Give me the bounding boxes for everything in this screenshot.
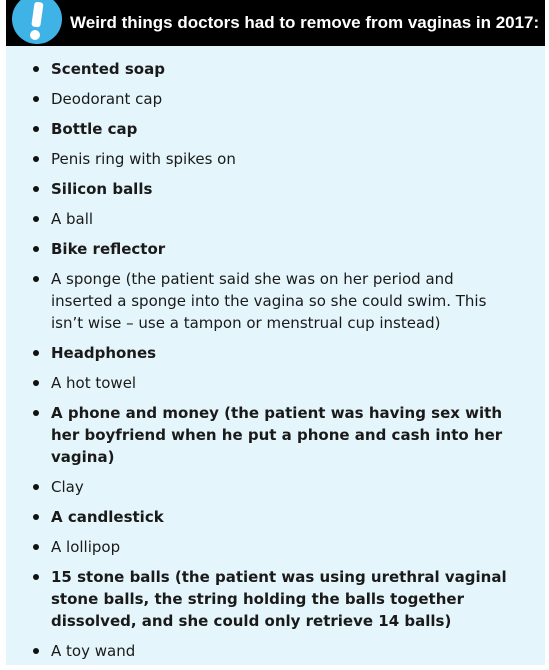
list-item: Penis ring with spikes on (51, 148, 511, 170)
info-box (6, 0, 545, 665)
list-item: A sponge (the patient said she was on her period and inserted a sponge into the vagina so she could swim. This isn’t wise – use a tampon or menstrual cup instead) (51, 268, 511, 334)
list-item: A toy wand (51, 640, 511, 662)
list-item: Deodorant cap (51, 88, 511, 110)
list-item: 15 stone balls (the patient was using urethral vaginal stone balls, the string holding the balls together dissolved, and she could only retrieve 14 balls) (51, 566, 511, 632)
items-list (6, 58, 511, 670)
list-item: A lollipop (51, 536, 511, 558)
list-item: Bottle cap (51, 118, 511, 140)
exclamation-icon (12, 0, 62, 44)
list-item: A candlestick (51, 506, 511, 528)
box-title: Weird things doctors had to remove from vaginas in 2017: (70, 13, 540, 32)
list-item: A ball (51, 208, 511, 230)
list-item: Silicon balls (51, 178, 511, 200)
list-item: A phone and money (the patient was having sex with her boyfriend when he put a phone and cash into her vagina) (51, 402, 511, 468)
list-item: Headphones (51, 342, 511, 364)
list-item: Clay (51, 476, 511, 498)
list-item: Scented soap (51, 58, 511, 80)
info-box-header (6, 0, 545, 46)
list-item: Bike reflector (51, 238, 511, 260)
list-item: A hot towel (51, 372, 511, 394)
